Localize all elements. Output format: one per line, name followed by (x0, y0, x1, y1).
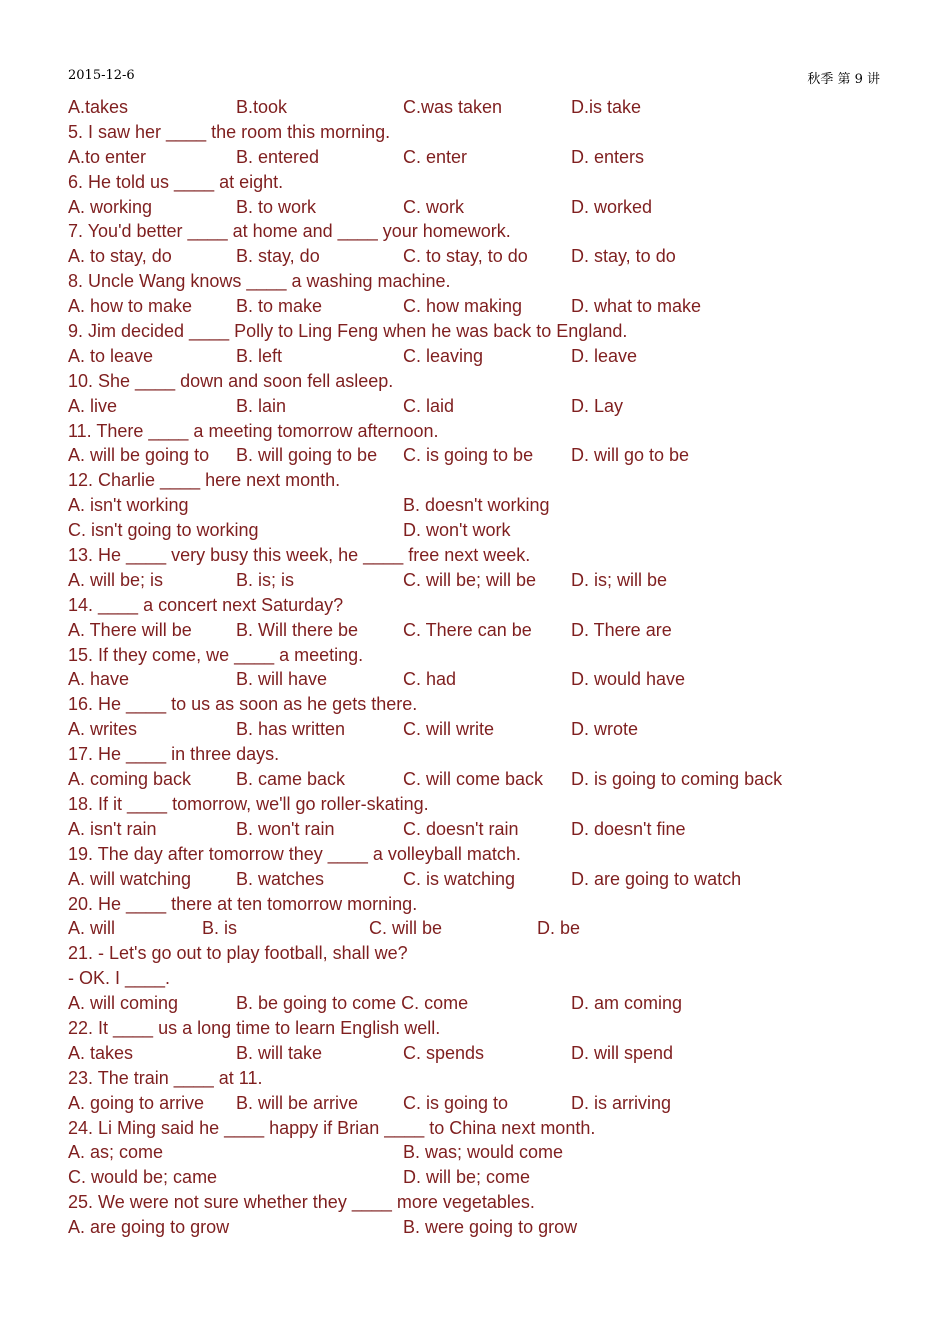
question-line: - OK. I ____. (68, 968, 171, 989)
question-line: 23. The train ____ at 11. (68, 1067, 263, 1088)
answer-option: A. will be going to (68, 445, 210, 466)
answer-option: B. be going to come C. come (236, 993, 469, 1014)
options-row (68, 344, 898, 369)
question-line: 18. If it ____ tomorrow, we'll go roller-skating. (68, 793, 429, 814)
question-line: 25. We were not sure whether they ____ more vegetables. (68, 1192, 535, 1213)
answer-option: A. how to make (68, 296, 193, 317)
answer-option: C. will write (403, 719, 495, 740)
answer-option: A. will watching (68, 868, 192, 889)
options-row (68, 394, 898, 419)
answer-option: D. enters (571, 146, 645, 167)
answer-option: A. will be; is (68, 569, 164, 590)
options-row (68, 1215, 898, 1240)
answer-option: B. watches (236, 868, 325, 889)
answer-option: A. will coming (68, 993, 179, 1014)
answer-option: D. will go to be (571, 445, 690, 466)
answer-option: A.takes (68, 97, 129, 117)
answer-option: C. is going to (403, 1092, 509, 1113)
answer-option: C. had (403, 669, 457, 690)
options-row (68, 244, 898, 269)
question-line: 8. Uncle Wang knows ____ a washing machine. (68, 271, 451, 292)
options-row (68, 493, 898, 518)
answer-option: A. have (68, 669, 130, 690)
answer-option: B. will going to be (236, 445, 378, 466)
options-row (68, 195, 898, 220)
answer-option: D.is take (571, 97, 642, 117)
options-row (68, 443, 898, 468)
options-row (68, 294, 898, 319)
answer-option: B. was; would come (403, 1142, 564, 1163)
question-line: 24. Li Ming said he ____ happy if Brian ____ to China next month. (68, 1117, 596, 1138)
question-line: 6. He told us ____ at eight. (68, 171, 284, 192)
header-date: 2015-12-6 (68, 68, 135, 83)
answer-option: C. to stay, to do (403, 246, 528, 267)
answer-option: A. takes (68, 1042, 134, 1063)
answer-option: D. won't work (403, 520, 511, 541)
answer-option: D. wrote (571, 719, 639, 740)
answer-option: C. spends (403, 1042, 485, 1063)
answer-option: B. doesn't working (403, 495, 550, 516)
answer-option: B. stay, do (236, 246, 320, 267)
options-row (68, 145, 898, 170)
answer-option: D. are going to watch (571, 868, 742, 889)
options-row (68, 867, 898, 892)
answer-option: B. entered (236, 146, 320, 167)
question-line: 9. Jim decided ____ Polly to Ling Feng when he was back to England. (68, 321, 628, 342)
answer-option: C.was taken (403, 97, 503, 117)
answer-option: D. is going to coming back (571, 769, 783, 790)
answer-option: A. going to arrive (68, 1092, 205, 1113)
answer-option: D. would have (571, 669, 686, 690)
answer-option: D. is arriving (571, 1092, 672, 1113)
answer-option: B. lain (236, 395, 287, 416)
answer-option: C. how making (403, 296, 523, 317)
answer-option: A. coming back (68, 769, 192, 790)
question-line: 12. Charlie ____ here next month. (68, 470, 341, 491)
answer-option: D. Lay (571, 395, 624, 416)
question-line: 5. I saw her ____ the room this morning. (68, 121, 391, 142)
answer-option: B. is (202, 918, 238, 939)
answer-option: A. isn't working (68, 495, 189, 516)
answer-option: C. laid (403, 395, 455, 416)
answer-option: C. work (403, 196, 465, 217)
exercise-list (68, 95, 898, 1240)
question-line: 22. It ____ us a long time to learn English well. (68, 1017, 441, 1038)
options-row (68, 568, 898, 593)
question-line: 13. He ____ very busy this week, he ____ free next week. (68, 545, 531, 566)
answer-option: C. is watching (403, 868, 516, 889)
answer-option: B. will have (236, 669, 328, 690)
answer-option: D. leave (571, 345, 638, 366)
options-row (68, 717, 898, 742)
answer-option: A. to leave (68, 345, 154, 366)
answer-option: A. will (68, 918, 116, 939)
question-line: 11. There ____ a meeting tomorrow afternoon. (68, 420, 439, 441)
answer-option: B. has written (236, 719, 346, 740)
answer-option: B.took (236, 97, 288, 117)
answer-option: D. will be; come (403, 1167, 531, 1188)
answer-option: A. writes (68, 719, 138, 740)
header-lesson: 秋季 第 9 讲 (807, 72, 880, 87)
answer-option: D. worked (571, 196, 653, 217)
answer-option: B. will take (236, 1042, 323, 1063)
question-line: 21. - Let's go out to play football, shall we? (68, 943, 408, 964)
answer-option: C. is going to be (403, 445, 534, 466)
options-row (68, 618, 898, 643)
answer-option: D. be (537, 918, 581, 939)
options-row (68, 767, 898, 792)
answer-option: C. will be; will be (403, 569, 537, 590)
question-line: 7. You'd better ____ at home and ____ your homework. (68, 221, 511, 242)
answer-option: B. to make (236, 296, 323, 317)
answer-option: A. to stay, do (68, 246, 172, 267)
options-row (68, 95, 898, 120)
question-line: 16. He ____ to us as soon as he gets there. (68, 694, 418, 715)
answer-option: B. were going to grow (403, 1217, 578, 1238)
answer-option: A. live (68, 395, 118, 416)
options-row (68, 1091, 898, 1116)
answer-option: A. isn't rain (68, 818, 157, 839)
answer-option: B. is; is (236, 569, 295, 590)
answer-option: C. isn't going to working (68, 520, 259, 541)
question-line: 14. ____ a concert next Saturday? (68, 594, 344, 615)
options-row (68, 1140, 898, 1165)
answer-option: C. will be (369, 918, 443, 939)
answer-option: B. came back (236, 769, 346, 790)
options-row (68, 1165, 898, 1190)
answer-option: C. There can be (403, 619, 532, 640)
question-line: 15. If they come, we ____ a meeting. (68, 644, 364, 665)
answer-option: C. leaving (403, 345, 484, 366)
answer-option: C. would be; came (68, 1167, 218, 1188)
answer-option: D. am coming (571, 993, 683, 1014)
answer-option: B. will be arrive (236, 1092, 359, 1113)
answer-option: A.to enter (68, 146, 147, 167)
answer-option: C. enter (403, 146, 468, 167)
answer-option: D. is; will be (571, 569, 668, 590)
answer-option: A. are going to grow (68, 1217, 230, 1238)
options-row (68, 991, 898, 1016)
answer-option: A. There will be (68, 619, 192, 640)
options-row (68, 667, 898, 692)
answer-option: A. working (68, 196, 153, 217)
answer-option: B. to work (236, 196, 317, 217)
options-row (68, 518, 898, 543)
answer-option: D. what to make (571, 296, 702, 317)
options-row (68, 916, 898, 941)
answer-option: A. as; come (68, 1142, 164, 1163)
question-line: 19. The day after tomorrow they ____ a volleyball match. (68, 843, 521, 864)
answer-option: D. stay, to do (571, 246, 676, 267)
answer-option: C. will come back (403, 769, 544, 790)
answer-option: D. will spend (571, 1042, 674, 1063)
answer-option: D. There are (571, 619, 672, 640)
options-row (68, 817, 898, 842)
question-line: 17. He ____ in three days. (68, 744, 280, 765)
answer-option: D. doesn't fine (571, 818, 686, 839)
options-row (68, 1041, 898, 1066)
answer-option: B. left (236, 345, 283, 366)
question-line: 10. She ____ down and soon fell asleep. (68, 370, 394, 391)
answer-option: B. won't rain (236, 818, 335, 839)
answer-option: C. doesn't rain (403, 818, 519, 839)
question-line: 20. He ____ there at ten tomorrow morning. (68, 893, 418, 914)
answer-option: B. Will there be (236, 619, 359, 640)
